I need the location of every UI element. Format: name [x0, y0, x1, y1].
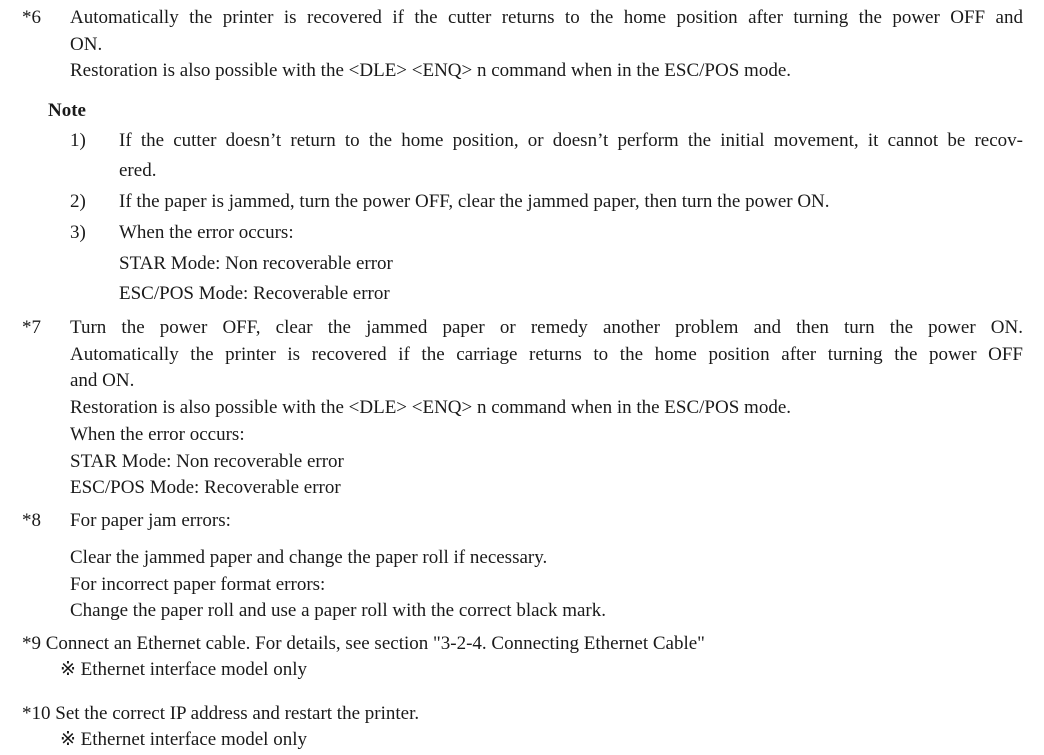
footnote-8-line-4: Change the paper roll and use a paper roll with the correct black mark. — [70, 600, 607, 621]
note-item-1-number: 1) — [70, 130, 86, 151]
note-item-1-line-2: ered. — [119, 160, 157, 181]
note-item-3-line-3: ESC/POS Mode: Recoverable error — [119, 283, 390, 304]
footnote-6-line-2: ON. — [70, 34, 103, 55]
footnote-marker-8: *8 — [22, 510, 41, 531]
footnote-marker-6: *6 — [22, 7, 41, 28]
footnote-9-line-1: *9 Connect an Ethernet cable. For details, see section "3-2-4. Connecting Ethernet Cable" — [22, 633, 705, 654]
note-item-2-line-1: If the paper is jammed, turn the power OFF, clear the jammed paper, then turn the power ON. — [119, 191, 830, 212]
footnote-10-line-1: *10 Set the correct IP address and restart the printer. — [22, 703, 420, 724]
footnote-7-line-2: Automatically the printer is recovered if the carriage returns to the home position after turning the power OFF — [70, 344, 1023, 365]
note-item-2-number: 2) — [70, 191, 86, 212]
note-item-3-number: 3) — [70, 222, 86, 243]
footnote-9-line-2: ※ Ethernet interface model only — [60, 659, 307, 680]
footnote-7-line-5: When the error occurs: — [70, 424, 245, 445]
footnote-7-line-6: STAR Mode: Non recoverable error — [70, 451, 344, 472]
note-item-3-line-1: When the error occurs: — [119, 222, 294, 243]
footnote-8-line-3: For incorrect paper format errors: — [70, 574, 326, 595]
footnote-6-line-1: Automatically the printer is recovered if the cutter returns to the home position after turning the power OFF and — [70, 7, 1023, 28]
footnote-7-line-7: ESC/POS Mode: Recoverable error — [70, 477, 341, 498]
footnote-7-line-4: Restoration is also possible with the <DLE> <ENQ> n command when in the ESC/POS mode. — [70, 397, 791, 418]
footnote-6-line-3: Restoration is also possible with the <DLE> <ENQ> n command when in the ESC/POS mode. — [70, 60, 791, 81]
note-item-3-line-2: STAR Mode: Non recoverable error — [119, 253, 393, 274]
footnote-marker-7: *7 — [22, 317, 41, 338]
footnote-8-line-2: Clear the jammed paper and change the paper roll if necessary. — [70, 547, 548, 568]
footnote-7-line-3: and ON. — [70, 370, 135, 391]
note-title: Note — [48, 100, 86, 121]
note-item-1-line-1: If the cutter doesn’t return to the home position, or doesn’t perform the initial movement, it cannot be recov- — [119, 130, 1023, 151]
footnote-10-line-2: ※ Ethernet interface model only — [60, 729, 307, 750]
footnote-7-line-1: Turn the power OFF, clear the jammed paper or remedy another problem and then turn the power ON. — [70, 317, 1023, 338]
footnote-8-line-1: For paper jam errors: — [70, 510, 231, 531]
